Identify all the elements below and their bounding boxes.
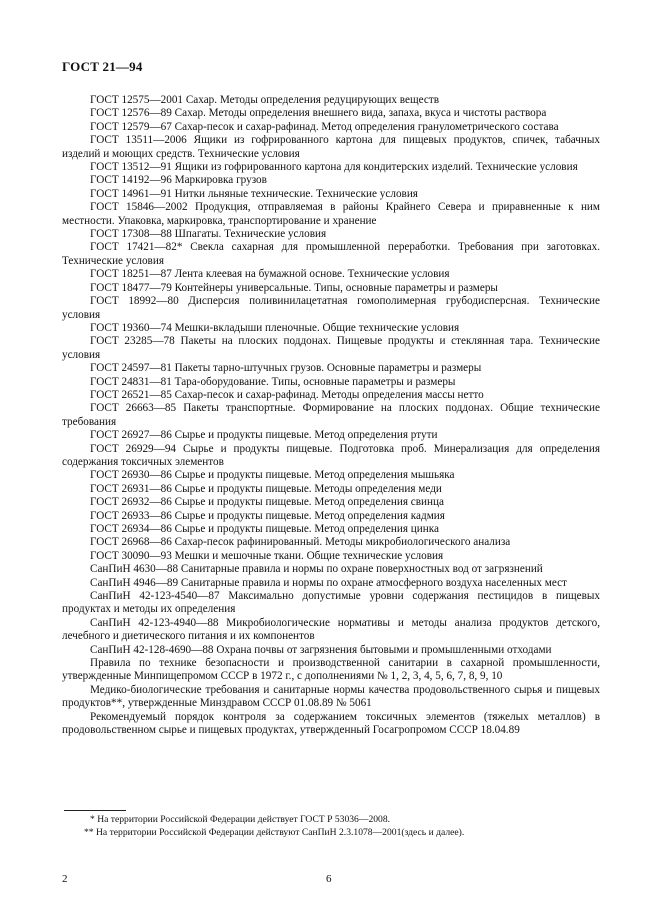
page-number-center: 6 [326, 873, 332, 885]
reference-item: ГОСТ 26934—86 Сырье и продукты пищевые. Метод определения цинка [90, 523, 439, 535]
reference-item: СанПиН 4630—88 Санитарные правила и нормы по охране поверхностных вод от загрязнений [90, 563, 543, 576]
reference-item: Рекомендуемый порядок контроля за содержанием токсичных элементов (тяжелых металлов) в продовольственном сырье и пищевых продуктах, утвержденный Госагропромом СССР 18.04.89 [62, 710, 600, 737]
reference-item: ГОСТ 13511—2006 Ящики из гофрированного картона для пищевых продуктов, спичек, табачных изделий и моющих средств. Технические условия [62, 134, 600, 160]
reference-item: ГОСТ 12576—89 Сахар. Методы определения внешнего вида, запаха, вкуса и чистоты раствора [90, 107, 547, 120]
reference-item: ГОСТ 13512—91 Ящики из гофрированного картона для кондитерских изделий. Технические условия [90, 161, 578, 174]
reference-item: ГОСТ 12575—2001 Сахар. Методы определения редуцирующих веществ [90, 94, 439, 106]
reference-item: ГОСТ 17421—82* Свекла сахарная для промышленной переработки. Требования при заготовках. Технические условия [62, 241, 600, 267]
reference-item: ГОСТ 26932—86 Сырье и продукты пищевые. Метод определения свинца [90, 496, 444, 509]
reference-item: ГОСТ 26929—94 Сырье и продукты пищевые. Подготовка проб. Минерализация для определения содержания токсичных элементов [62, 442, 600, 468]
footnote-1: * На территории Российской Федерации действует ГОСТ Р 53036—2008. [90, 814, 391, 825]
reference-item: ГОСТ 30090—93 Мешки и мешочные ткани. Общие технические условия [90, 549, 444, 562]
reference-item: ГОСТ 12579—67 Сахар-песок и сахар-рафинад. Метод определения гранулометрического состава [90, 120, 559, 133]
reference-item: ГОСТ 26931—86 Сырье и продукты пищевые. Методы определения меди [90, 482, 442, 495]
reference-item: ГОСТ 26663—85 Пакеты транспортные. Формирование на плоских поддонах. Общие технические требования [62, 402, 600, 428]
reference-item: СанПиН 4946—89 Санитарные правила и нормы по охране атмосферного воздуха населенных мест [90, 576, 567, 589]
reference-item: ГОСТ 26930—86 Сырье и продукты пищевые. Метод определения мышьяка [90, 469, 455, 482]
reference-item: ГОСТ 18477—79 Контейнеры универсальные. Типы, основные параметры и размеры [90, 281, 498, 294]
references-list [62, 94, 600, 738]
reference-item: СанПиН 42-128-4690—88 Охрана почвы от загрязнения бытовыми и промышленными отходами [90, 643, 552, 656]
page-header: ГОСТ 21—94 [62, 59, 143, 74]
reference-item: Правила по технике безопасности и производственной санитарии в сахарной промышленности, утвержденные Минпищепромом СССР в 1972 г., с дополнениями № 1, 2, 3, 4, 5, 6, 7, 8, 9, 10 [62, 657, 600, 683]
reference-item: ГОСТ 18251—87 Лента клеевая на бумажной основе. Технические условия [90, 268, 450, 281]
page-number-left: 2 [62, 873, 68, 885]
reference-item: ГОСТ 26933—86 Сырье и продукты пищевые. Метод определения кадмия [90, 509, 445, 522]
footnote-divider [64, 810, 126, 811]
reference-item: ГОСТ 15846—2002 Продукция, отправляемая в районы Крайнего Севера и приравненные к ним местности. Упаковка, маркировка, транспортирование и хранение [62, 201, 600, 227]
reference-item: ГОСТ 18992—80 Дисперсия поливинилацетатная гомополимерная грубодисперсная. Технические условия [62, 295, 600, 321]
footnotes [62, 814, 602, 839]
reference-item: ГОСТ 26521—85 Сахар-песок и сахар-рафинад. Методы определения массы нетто [90, 388, 484, 401]
reference-item: СанПиН 42-123-4940—88 Микробиологические нормативы и методы анализа продуктов детского, лечебного и диетического питания и их компонентов [62, 616, 600, 643]
reference-item: ГОСТ 14192—96 Маркировка грузов [90, 174, 267, 187]
reference-item: ГОСТ 26968—86 Сахар-песок рафинированный. Методы микробиологического анализа [90, 536, 511, 549]
reference-item: ГОСТ 14961—91 Нитки льняные технические. Технические условия [90, 187, 418, 200]
footnote-2: ** На территории Российской Федерации действуют СанПиН 2.3.1078—2001(здесь и далее). [84, 826, 465, 838]
reference-item: ГОСТ 17308—88 Шпагаты. Технические условия [90, 228, 327, 241]
reference-item: СанПиН 42-123-4540—87 Максимально допустимые уровни содержания пестицидов в пищевых продуктах и методы их определения [62, 590, 600, 616]
reference-item: Медико-биологические требования и санитарные нормы качества продовольственного сырья и пищевых продуктов**, утвержденные Минздравом СССР 01.08.89 № 5061 [62, 683, 600, 710]
reference-item: ГОСТ 24597—81 Пакеты тарно-штучных грузов. Основные параметры и размеры [90, 362, 482, 375]
reference-item: ГОСТ 19360—74 Мешки-вкладыши пленочные. Общие технические условия [90, 321, 460, 334]
reference-item: ГОСТ 23285—78 Пакеты на плоских поддонах. Пищевые продукты и стеклянная тара. Технические условия [62, 335, 600, 361]
reference-item: ГОСТ 24831—81 Тара-оборудование. Типы, основные параметры и размеры [90, 375, 456, 388]
reference-item: ГОСТ 26927—86 Сырье и продукты пищевые. Метод определения ртути [90, 429, 438, 442]
